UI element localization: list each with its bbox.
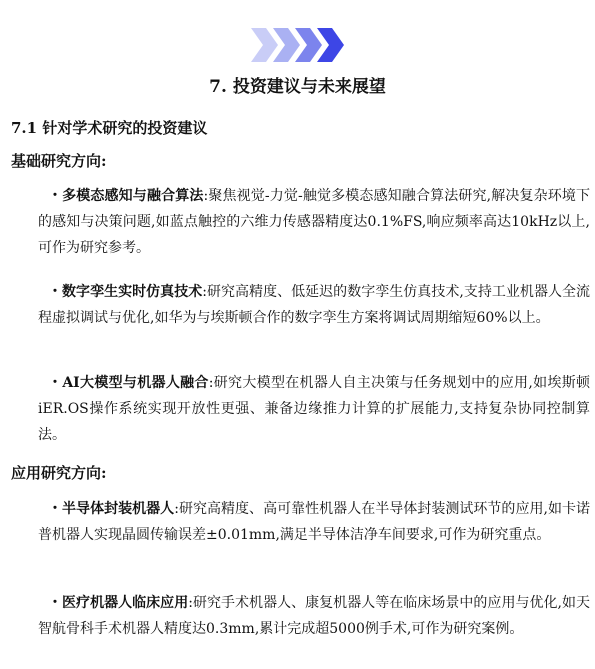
item-term: 医疗机器人临床应用 [62,595,189,611]
item-term: 半导体封装机器人 [62,501,175,517]
bullet: ・ [48,595,63,611]
item-term: 数字孪生实时仿真技术 [62,284,203,300]
item-text: :研究高精度、低延迟的数字孪生仿真技术,支持工业机器人全流程虚拟调试与优化,如华为与埃斯顿合作的数字孪生方案将调试周期缩短60%以上。 [38,284,591,326]
bullet: ・ [48,188,63,204]
item-text: :研究大模型在机器人自主决策与任务规划中的应用,如埃斯顿iER.OS操作系统实现开放性更强、兼备边缘推力计算的扩展能力,支持复杂协同控制算法。 [38,375,591,443]
chevron-1-icon [251,28,278,62]
basic-item-multimodal [38,183,590,261]
section-title: 7.1 针对学术研究的投资建议 [11,119,208,137]
item-text: :研究高精度、高可靠性机器人在半导体封装测试环节的应用,如卡诺普机器人实现晶圆传输误差±0.01mm,满足半导体洁净车间要求,可作为研究重点。 [38,501,591,543]
applied-research-heading: 应用研究方向: [11,464,107,482]
item-term: AI大模型与机器人融合 [62,375,209,391]
chapter-title: 7. 投资建议与未来展望 [209,77,386,97]
basic-item-ai-model [38,370,590,448]
basic-research-heading: 基础研究方向: [11,152,107,170]
bullet: ・ [48,501,63,517]
item-text: :聚焦视觉-力觉-触觉多模态感知融合算法研究,解决复杂环境下的感知与决策问题,如蓝点触控的六维力传感器精度达0.1%FS,响应频率高达10kHz以上,可作为研究参考。 [38,188,590,256]
applied-item-semiconductor [38,496,590,548]
basic-item-digital-twin [38,279,590,331]
applied-item-medical [38,590,590,642]
chevron-arrows-icon [251,28,351,62]
bullet: ・ [48,375,63,391]
item-term: 多模态感知与融合算法 [62,188,204,204]
item-text: :研究手术机器人、康复机器人等在临床场景中的应用与优化,如天智航骨科手术机器人精度达0.3mm,累计完成超5000例手术,可作为研究案例。 [38,595,591,637]
bullet: ・ [48,284,63,300]
